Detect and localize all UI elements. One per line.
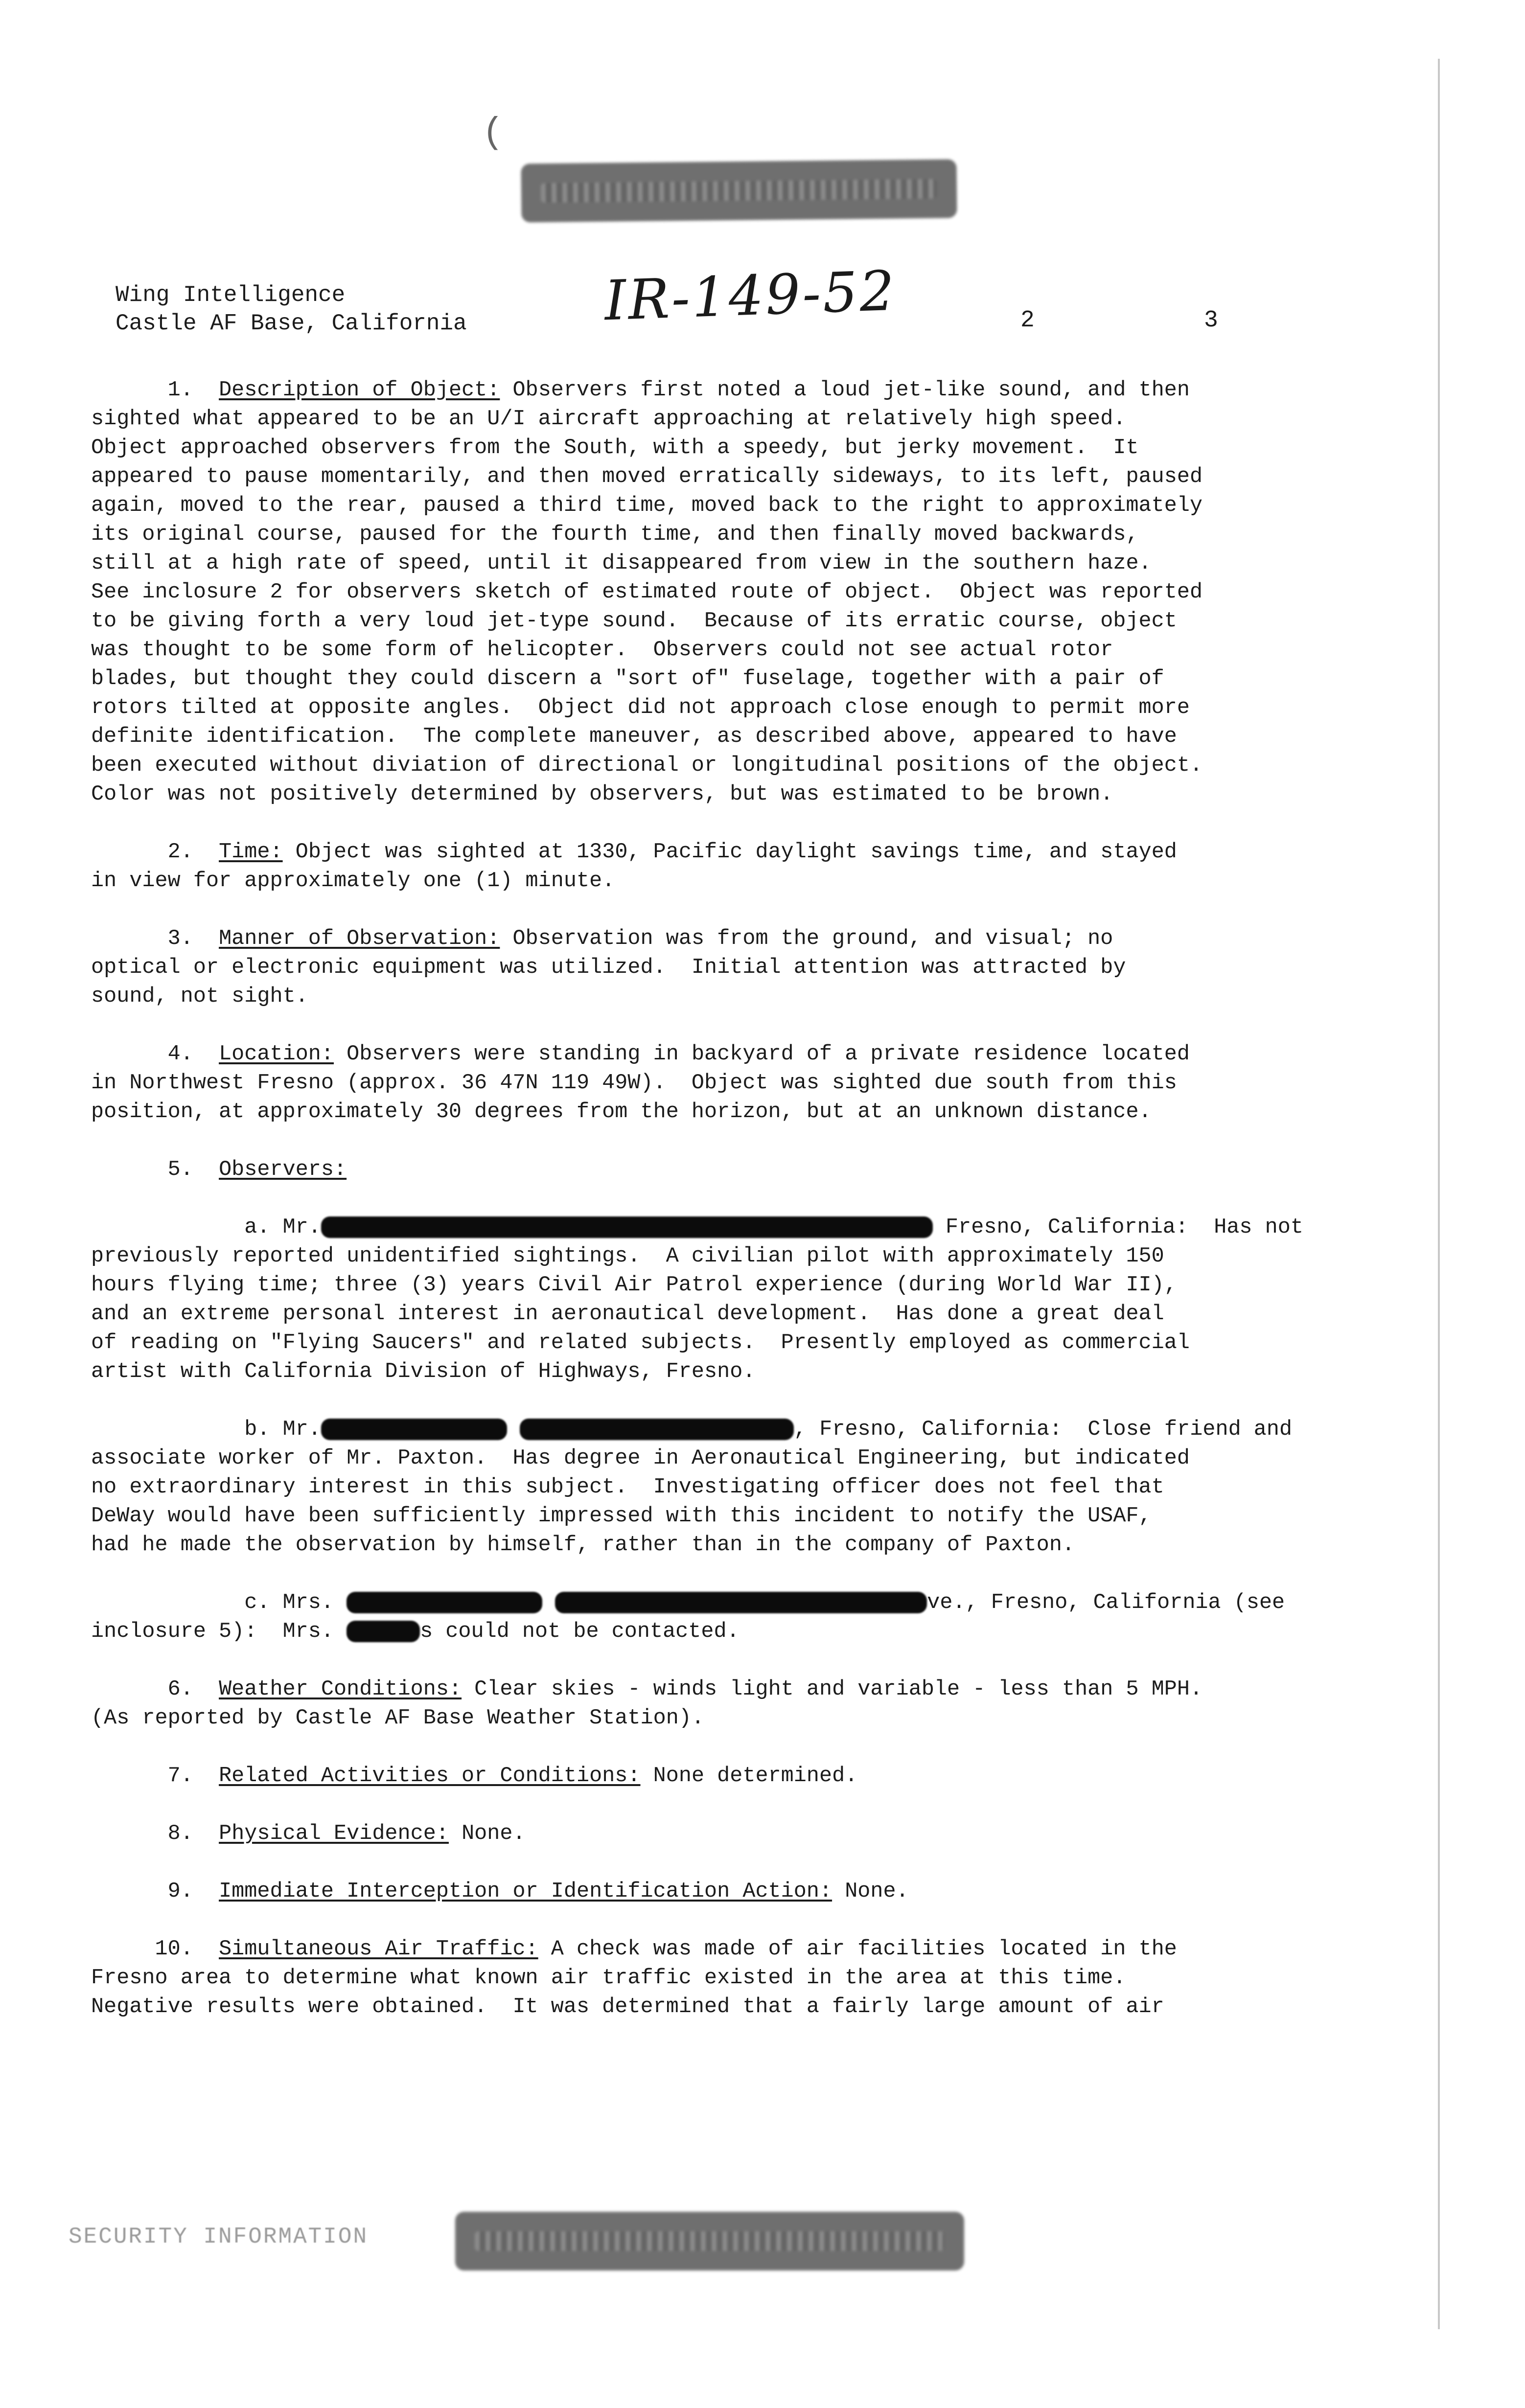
observer-c-first-line xyxy=(91,1588,1383,1617)
paragraph-text: Observation was from the ground, and visual; no xyxy=(500,927,1113,951)
paragraph-line: sighted what appeared to be an U/I aircraft approaching at relatively high speed. xyxy=(91,407,1126,431)
paragraph-3-first-line xyxy=(91,924,1383,953)
paragraph-title: Physical Evidence: xyxy=(219,1822,449,1846)
paragraph-line: to be giving forth a very loud jet-type sound. Because of its erratic course, object xyxy=(91,609,1177,633)
observer-text: , Fresno, California: Close friend and xyxy=(794,1418,1293,1442)
paragraph-title: Description of Object: xyxy=(219,378,500,402)
paragraph-line: no extraordinary interest in this subject. Investigating officer does not feel that xyxy=(91,1475,1164,1499)
paragraph-7-line xyxy=(91,1762,1383,1790)
observer-c-second-line xyxy=(91,1617,1383,1646)
observer-prefix: Mr. xyxy=(282,1418,321,1442)
paragraph-line: been executed without diviation of directional or longitudinal positions of the object. xyxy=(91,754,1203,778)
paragraph-line: blades, but thought they could discern a "sort of" fuselage, together with a pair of xyxy=(91,667,1164,691)
paragraph-line: Color was not positively determined by observers, but was estimated to be brown. xyxy=(91,782,1113,806)
paragraph-number: 10. xyxy=(155,1937,193,1961)
paragraph-text: A check was made of air facilities located in the xyxy=(538,1937,1177,1961)
paragraph-line: definite identification. The complete maneuver, as described above, appeared to have xyxy=(91,725,1177,749)
observer-label: b. xyxy=(244,1418,270,1442)
paragraph-line: again, moved to the rear, paused a third time, moved back to the right to approximately xyxy=(91,494,1203,518)
paragraph-4-first-line xyxy=(91,1040,1383,1069)
redaction-bar xyxy=(555,1592,927,1613)
paragraph-line: of reading on "Flying Saucers" and related subjects. Presently employed as commercial xyxy=(91,1331,1190,1355)
paragraph-line: in Northwest Fresno (approx. 36 47N 119 49W). Object was sighted due south from this xyxy=(91,1071,1177,1095)
paragraph-number: 9. xyxy=(167,1880,193,1903)
paragraph-text: None determined. xyxy=(640,1764,858,1788)
redaction-bar xyxy=(347,1592,542,1613)
paragraph-line: Object approached observers from the South, with a speedy, but jerky movement. It xyxy=(91,436,1139,460)
observer-text: s could not be contacted. xyxy=(420,1620,739,1644)
paragraph-line: position, at approximately 30 degrees from the horizon, but at an unknown distance. xyxy=(91,1100,1152,1124)
paragraph-line: in view for approximately one (1) minute. xyxy=(91,869,615,893)
paragraph-text: Observers first noted a loud jet-like sound, and then xyxy=(500,378,1190,402)
paragraph-9-line xyxy=(91,1877,1383,1906)
paragraph-number: 5. xyxy=(167,1158,193,1182)
org-line-1: Wing Intelligence xyxy=(116,282,346,308)
paragraph-number: 6. xyxy=(167,1677,193,1701)
paragraph-1-first-line xyxy=(91,376,1383,405)
observer-prefix: Mr. xyxy=(282,1215,321,1239)
paragraph-text: None. xyxy=(832,1880,909,1903)
paragraph-number: 8. xyxy=(167,1822,193,1846)
paragraph-text: None. xyxy=(448,1822,526,1846)
observer-text: Fresno, California: Has not xyxy=(932,1215,1303,1239)
paragraph-title: Weather Conditions: xyxy=(219,1677,462,1701)
redacted-classification-stamp-bottom xyxy=(455,2212,964,2270)
paragraph-title: Manner of Observation: xyxy=(219,927,500,951)
page-total: 3 xyxy=(1204,307,1218,334)
paragraph-title: Time: xyxy=(219,840,283,864)
paragraph-line: DeWay would have been sufficiently impressed with this incident to notify the USAF, xyxy=(91,1504,1152,1528)
paragraph-title: Observers: xyxy=(219,1158,347,1182)
paragraph-line: sound, not sight. xyxy=(91,985,308,1009)
org-line-2: Castle AF Base, California xyxy=(116,311,467,336)
paragraph-number: 2. xyxy=(167,840,193,864)
paragraph-number: 7. xyxy=(167,1764,193,1788)
observer-label: c. xyxy=(244,1591,270,1615)
observer-label: a. xyxy=(244,1215,270,1239)
paragraph-10-first-line xyxy=(91,1935,1383,1964)
redaction-bar xyxy=(321,1419,507,1440)
paragraph-text: Observers were standing in backyard of a private residence located xyxy=(334,1042,1190,1066)
redacted-classification-stamp-top xyxy=(521,159,957,222)
paragraph-title: Immediate Interception or Identification Action: xyxy=(219,1880,832,1903)
paragraph-number: 1. xyxy=(167,378,193,402)
paragraph-line: associate worker of Mr. Paxton. Has degree in Aeronautical Engineering, but indicated xyxy=(91,1446,1190,1470)
report-number: IR-149-52 xyxy=(603,259,898,333)
paragraph-title: Related Activities or Conditions: xyxy=(219,1764,641,1788)
paragraph-number: 3. xyxy=(167,927,193,951)
paragraph-line: previously reported unidentified sightings. A civilian pilot with approximately 150 xyxy=(91,1244,1164,1268)
paragraph-line: appeared to pause momentarily, and then moved erratically sideways, to its left, paused xyxy=(91,465,1203,489)
paragraph-line: had he made the observation by himself, rather than in the company of Paxton. xyxy=(91,1533,1075,1557)
report-body xyxy=(91,376,1383,2021)
security-information-footer: SECURITY INFORMATION xyxy=(69,2224,369,2249)
paren-mark: ( xyxy=(482,113,504,154)
paragraph-6-first-line xyxy=(91,1675,1383,1704)
paragraph-line: its original course, paused for the fourth time, and then finally moved backwards, xyxy=(91,523,1139,547)
paragraph-line: artist with California Division of Highways, Fresno. xyxy=(91,1360,756,1384)
redaction-bar xyxy=(520,1419,794,1440)
paragraph-line: still at a high rate of speed, until it disappeared from view in the southern haze. xyxy=(91,551,1152,575)
observer-a-first-line xyxy=(91,1213,1383,1242)
paragraph-number: 4. xyxy=(167,1042,193,1066)
paragraph-line: See inclosure 2 for observers sketch of estimated route of object. Object was reported xyxy=(91,580,1203,604)
paragraph-text: Object was sighted at 1330, Pacific daylight savings time, and stayed xyxy=(282,840,1177,864)
observer-text: inclosure 5): Mrs. xyxy=(91,1620,334,1644)
observer-prefix: Mrs. xyxy=(282,1591,334,1615)
page-edge-line xyxy=(1438,59,1440,2329)
paragraph-title: Location: xyxy=(219,1042,334,1066)
observer-b-first-line xyxy=(91,1415,1383,1444)
redaction-bar xyxy=(321,1216,933,1238)
paragraph-text: Clear skies - winds light and variable - less than 5 MPH. xyxy=(462,1677,1203,1701)
redaction-bar xyxy=(347,1621,420,1642)
observer-text: ve., Fresno, California (see xyxy=(927,1591,1285,1615)
paragraph-line: hours flying time; three (3) years Civil Air Patrol experience (during World War II), xyxy=(91,1273,1177,1297)
paragraph-2-first-line xyxy=(91,838,1383,867)
paragraph-line: rotors tilted at opposite angles. Object did not approach close enough to permit more xyxy=(91,696,1190,720)
paragraph-line: and an extreme personal interest in aeronautical development. Has done a great deal xyxy=(91,1302,1164,1326)
paragraph-8-line xyxy=(91,1819,1383,1848)
paragraph-line: Negative results were obtained. It was determined that a fairly large amount of air xyxy=(91,1995,1164,2019)
page-number: 2 xyxy=(1020,307,1035,334)
paragraph-line: Fresno area to determine what known air traffic existed in the area at this time. xyxy=(91,1966,1126,1990)
paragraph-line: (As reported by Castle AF Base Weather Station). xyxy=(91,1706,705,1730)
paragraph-5-first-line xyxy=(91,1155,1383,1184)
paragraph-line: optical or electronic equipment was utilized. Initial attention was attracted by xyxy=(91,956,1126,980)
paragraph-line: was thought to be some form of helicopter. Observers could not see actual rotor xyxy=(91,638,1113,662)
paragraph-title: Simultaneous Air Traffic: xyxy=(219,1937,538,1961)
